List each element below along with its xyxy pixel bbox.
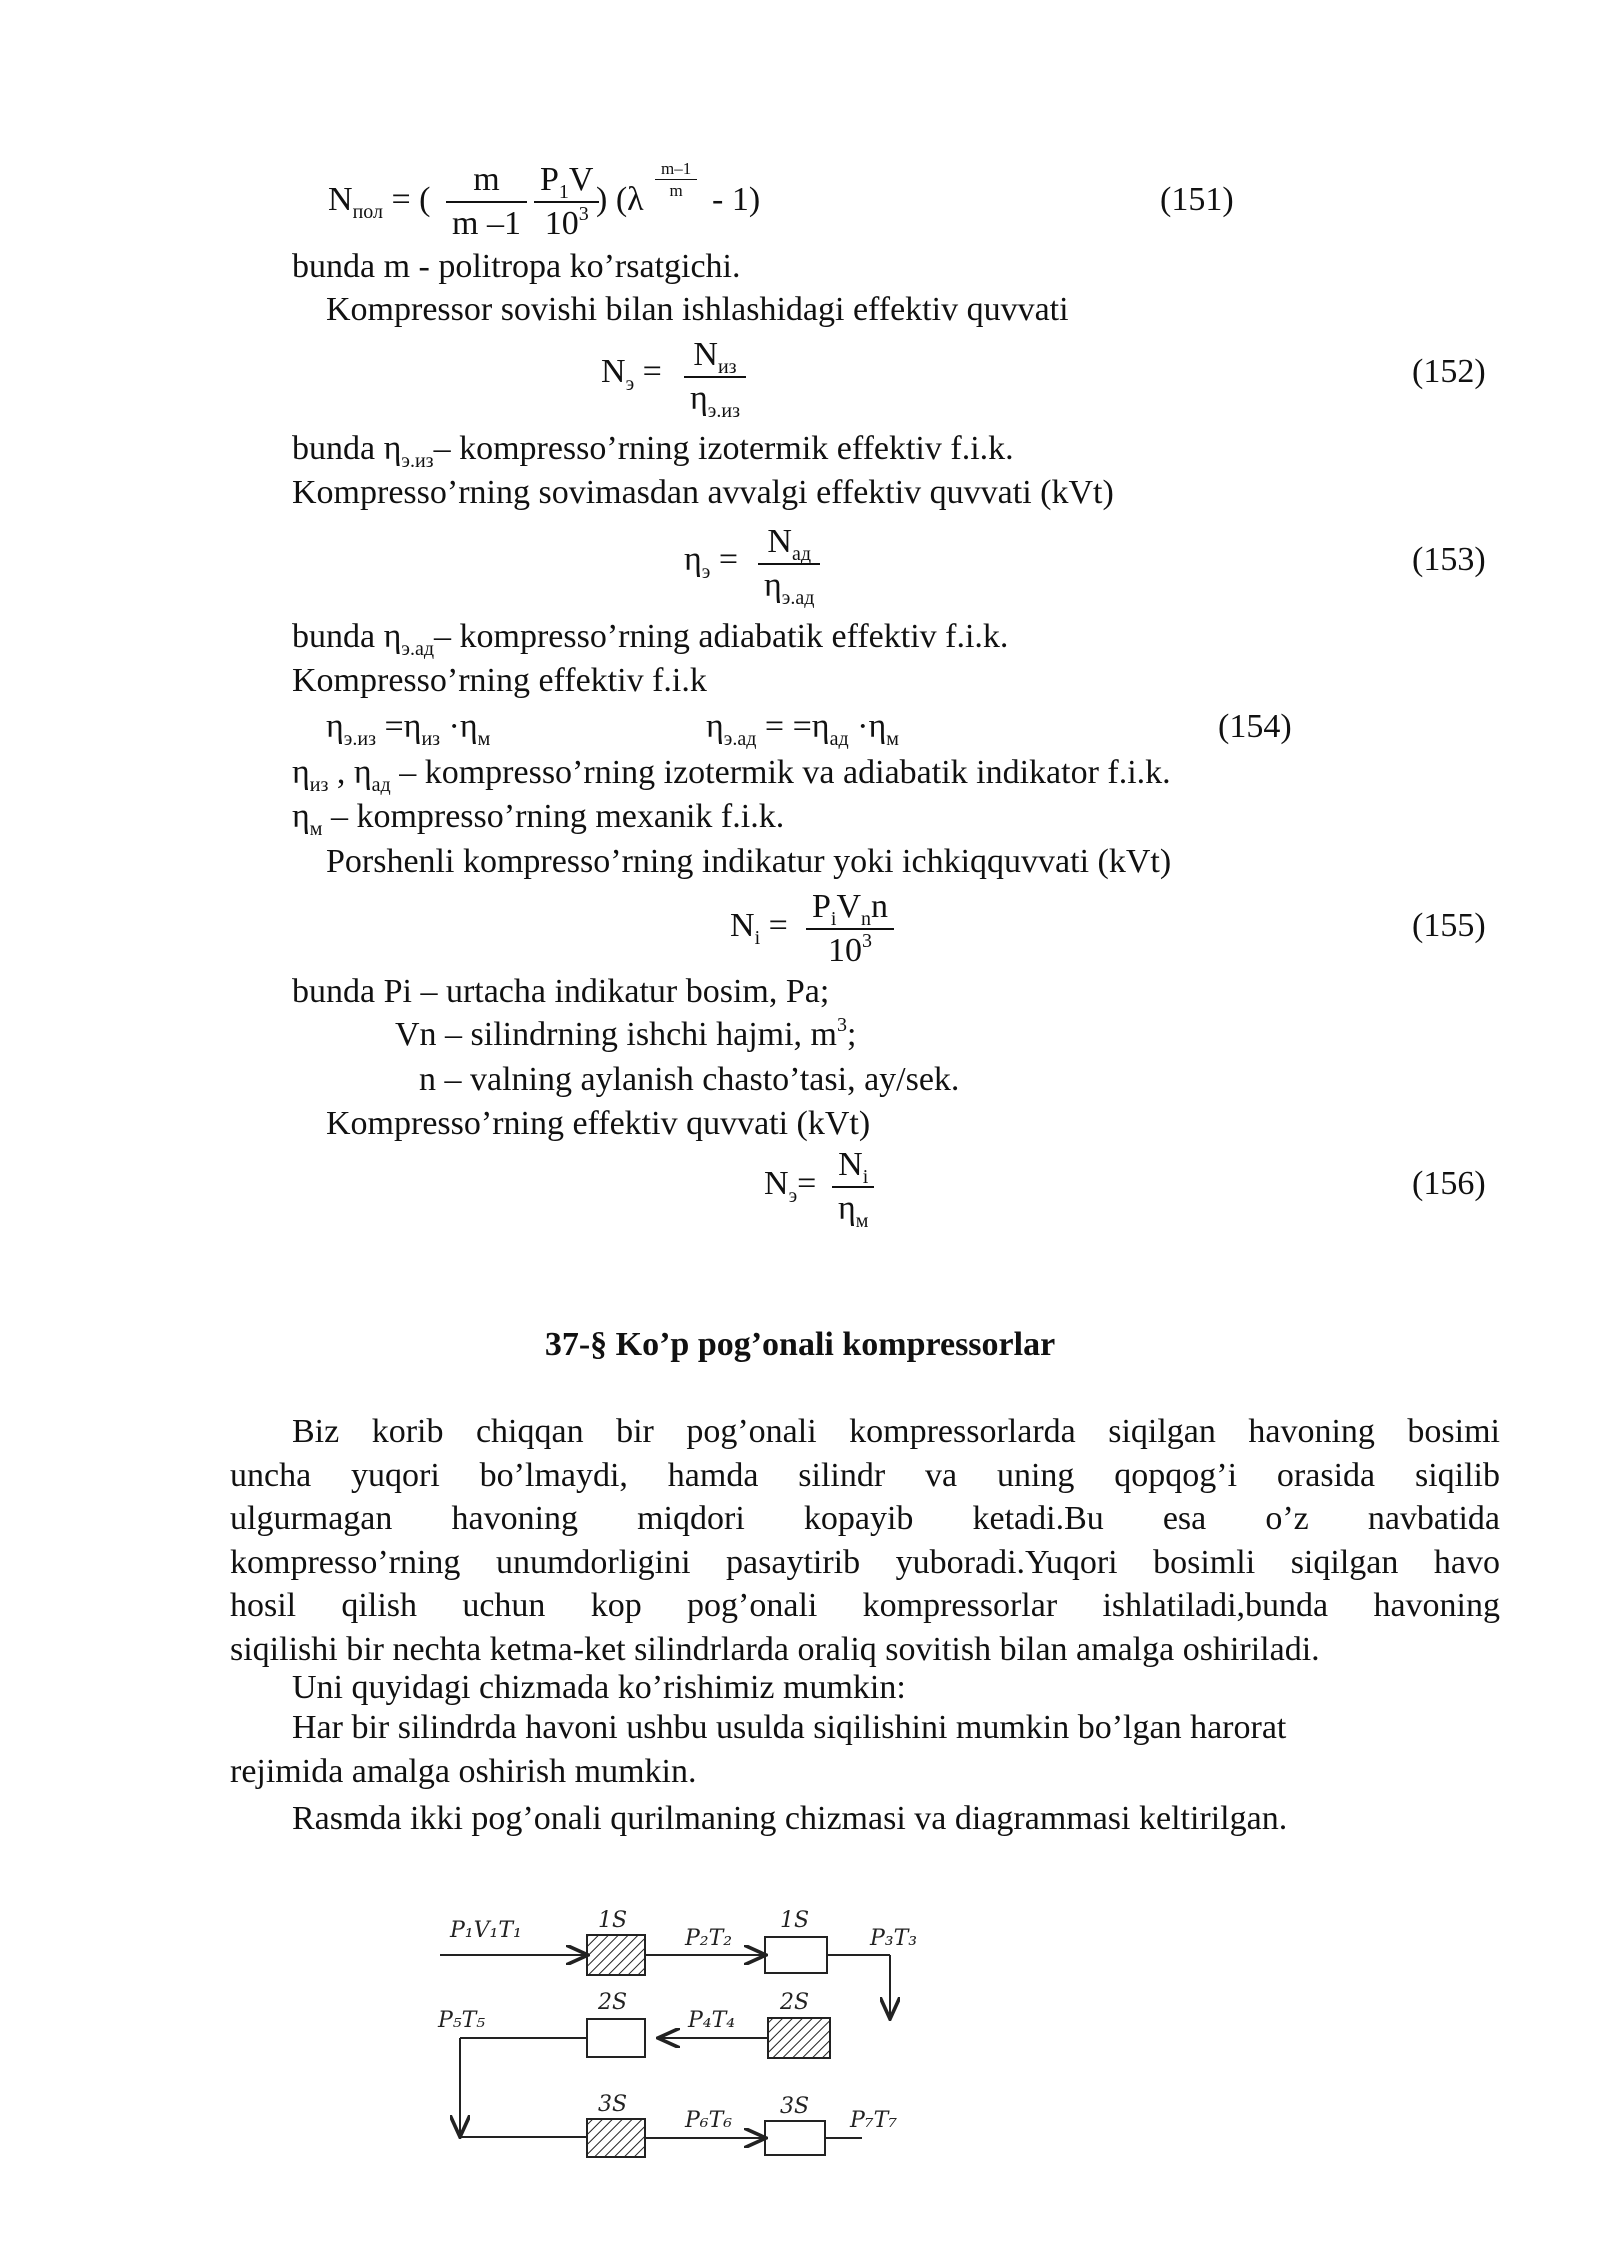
paragraph-1-line: siqilishi bir nechta ketma-ket silindrlarda oraliq sovitish bilan amalga oshiriladi.	[230, 1630, 1320, 1668]
text-effektiv-fik: Kompresso’rning effektiv f.i.k	[292, 662, 707, 699]
paragraph-1	[230, 1410, 1500, 1671]
eq151-frac1: m m –1	[446, 163, 527, 241]
eq151-number: (151)	[1160, 181, 1234, 218]
label-1s-b: 1S	[780, 1908, 810, 1933]
cooler-1s-hatched	[587, 1935, 645, 1975]
label-3s-a: 3S	[598, 2092, 628, 2117]
label-2s-a: 2S	[598, 1990, 628, 2015]
eq153-frac: $N_{ад}$ $\eta_{э.ад}$	[758, 525, 820, 603]
cooler-2s-hatched	[768, 2018, 830, 2058]
paragraph-1-line: kompresso’rning unumdorligini pasaytirib yuboradi.Yuqori bosimli siqilgan havo	[230, 1543, 1500, 1581]
label-stage1-mid: P₂T₂	[685, 1926, 733, 1951]
cylinder-2s	[587, 2019, 645, 2057]
eq154-right: $\eta_{э.ад} = =\eta_{ад} \cdot\eta_м$	[706, 708, 899, 750]
text-mexanik: $\eta_м$ – kompresso’rning mexanik f.i.k.	[292, 798, 785, 840]
label-stage2-in: P₅T₅	[438, 2008, 486, 2033]
eq156-number: (156)	[1412, 1165, 1486, 1202]
text-adiabatik: bunda $\eta_{э.ад}-$ kompresso’rning adiabatik effektiv f.i.k.	[292, 618, 1009, 660]
label-stage3-mid: P₆T₆	[685, 2108, 733, 2133]
paragraph-1-line: ulgurmagan havoning miqdori kopayib ketadi.Bu esa o’z navbatida	[230, 1500, 1500, 1537]
paragraph-1-line: hosil qilish uchun kop pog’onali kompressorlar ishlatiladi,bunda havoning	[230, 1587, 1500, 1624]
eq151-mid: ) (λ	[596, 181, 644, 218]
eq151-exponent: m–1 m	[655, 160, 697, 199]
text-effektiv-quvvati: Kompresso’rning effektiv quvvati (kVt)	[326, 1105, 871, 1142]
compressor-stage-diagram	[430, 1905, 950, 2205]
label-2s-b: 2S	[780, 1990, 810, 2015]
text-izotermik: bunda $\eta_{э.из}-$ kompresso’rning izotermik effektiv f.i.k.	[292, 430, 1014, 472]
cooler-3s-hatched	[587, 2119, 645, 2157]
text-sovimasdan: Kompresso’rning sovimasdan avvalgi effektiv quvvati (kVt)	[292, 474, 1114, 511]
paragraph-2: Uni quyidagi chizmada ko’rishimiz mumkin:	[292, 1669, 906, 1706]
label-stage3-out: P₇T₇	[850, 2108, 898, 2133]
paragraph-1-line: Biz korib chiqqan bir pog’onali kompressorlarda siqilgan havoning bosimi	[292, 1413, 1500, 1450]
eq151-frac2: $P_1V$ $10^3$	[534, 163, 599, 241]
label-3s-b: 3S	[780, 2094, 810, 2119]
label-stage2-mid: P₄T₄	[688, 2008, 736, 2033]
paragraph-1-line: uncha yuqori bo’lmaydi, hamda silindr va uning qopqog’i orasida siqilib	[230, 1456, 1500, 1494]
cylinder-1s	[765, 1937, 827, 1973]
eq151-lhs-sub: пол	[352, 201, 383, 223]
text-vn: Vn – silindrning ishchi hajmi, $m^3$;	[395, 1014, 857, 1053]
text-sovishi: Kompressor sovishi bilan ishlashidagi effektiv quvvati	[326, 291, 1069, 328]
paragraph-3-line: Har bir silindrda havoni ushbu usulda siqilishini mumkin bo’lgan harorat	[292, 1709, 1287, 1746]
cylinder-3s	[765, 2121, 825, 2155]
eq152-frac: $N_{из}$ $\eta_{э.из}$	[684, 338, 746, 416]
eq154-left: $\eta_{э.из} =\eta_{из} \cdot\eta_м$	[326, 708, 491, 750]
eq151-lhs: N	[328, 181, 353, 218]
eq153-number: (153)	[1412, 541, 1486, 578]
text-porshenli: Porshenli kompresso’rning indikatur yoki ichkiqquvvati (kVt)	[326, 843, 1172, 880]
paragraph-4: Rasmda ikki pog’onali qurilmaning chizmasi va diagrammasi keltirilgan.	[292, 1800, 1288, 1837]
eq151-eq: = (	[391, 181, 431, 218]
section-heading: 37-§ Ko’p pog’onali kompressorlar	[544, 1326, 1056, 1363]
eq152-number: (152)	[1412, 353, 1486, 390]
paragraph-3	[230, 1706, 1410, 1793]
paragraph-3-line: rejimida amalga oshirish mumkin.	[230, 1752, 697, 1790]
text-politropa: bunda m - politropa ko’rsatgichi.	[292, 248, 741, 285]
eq156-frac: $N_i$ $\eta_м$	[832, 1148, 874, 1226]
label-1s-a: 1S	[598, 1908, 628, 1933]
text-n: n – valning aylanish chasto’tasi, ay/sek.	[419, 1061, 960, 1098]
text-pi: bunda Pi – urtacha indikatur bosim, Pa;	[292, 973, 830, 1010]
text-iz-ad: $\eta_{из}$ , $\eta_{ад}$ – kompresso’rning izotermik va adiabatik indikator f.i.k.	[292, 754, 1171, 796]
eq151-tail: - 1)	[712, 181, 761, 218]
eq155-number: (155)	[1412, 907, 1486, 944]
label-stage1-out: P₃T₃	[870, 1926, 918, 1951]
eq155-frac: $P_iV_nn$ $10^3$	[806, 890, 894, 968]
eq154-number: (154)	[1218, 708, 1292, 745]
label-inlet-state: P₁V₁T₁	[450, 1918, 522, 1943]
